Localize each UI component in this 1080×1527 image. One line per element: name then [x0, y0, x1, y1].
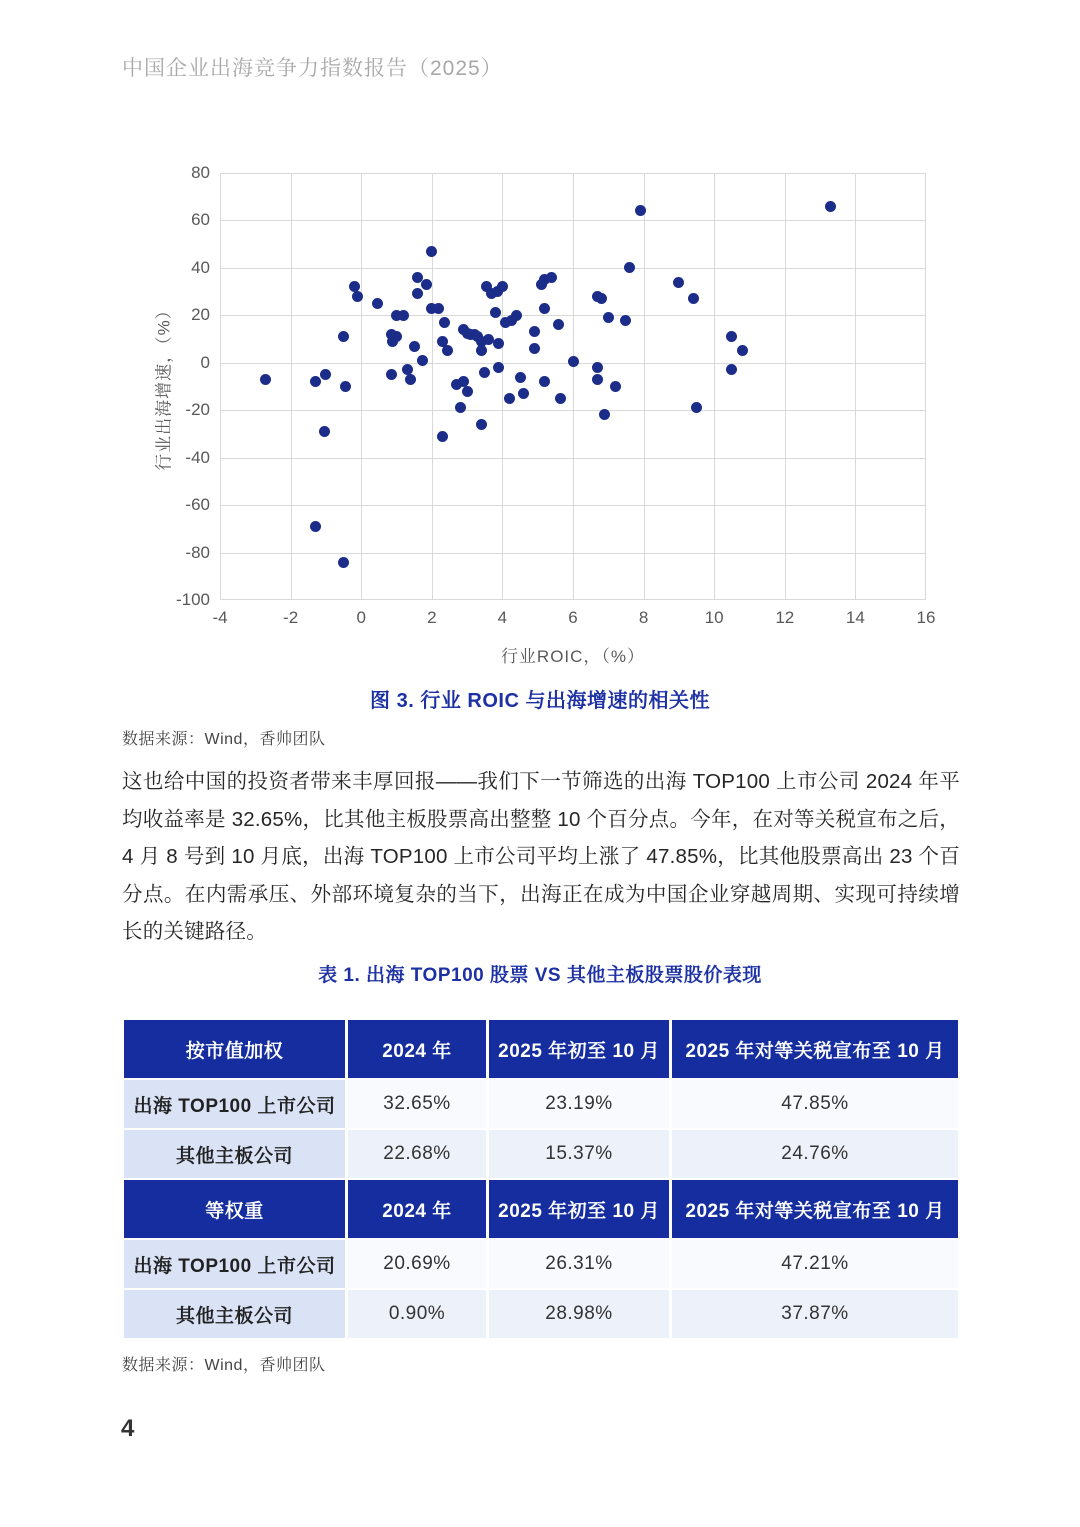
scatter-point	[688, 293, 699, 304]
scatter-point	[483, 334, 494, 345]
scatter-point	[387, 336, 398, 347]
table-header-cell: 按市值加权	[124, 1020, 345, 1078]
table-header-cell: 2024 年	[348, 1180, 486, 1238]
scatter-point	[479, 367, 490, 378]
gridline-vertical	[502, 173, 503, 600]
scatter-point	[635, 205, 646, 216]
table-row	[124, 1290, 958, 1338]
gridline-horizontal	[220, 410, 926, 411]
scatter-point	[490, 307, 501, 318]
table-row-label: 其他主板公司	[124, 1130, 345, 1178]
scatter-point	[405, 374, 416, 385]
gridline-vertical	[291, 173, 292, 600]
gridline-horizontal	[220, 315, 926, 316]
scatter-point	[455, 402, 466, 413]
table-header-cell: 2025 年对等关税宣布至 10 月	[672, 1020, 958, 1078]
gridline-vertical	[644, 173, 645, 600]
scatter-point	[553, 319, 564, 330]
table-cell: 24.76%	[672, 1130, 958, 1178]
gridline-vertical	[361, 173, 362, 600]
gridline-vertical	[573, 173, 574, 600]
performance-table	[124, 1020, 958, 1340]
gridline-vertical	[714, 173, 715, 600]
scatter-point	[529, 326, 540, 337]
table-cell: 37.87%	[672, 1290, 958, 1338]
table-cell: 28.98%	[489, 1290, 669, 1338]
table-cell: 23.19%	[489, 1080, 669, 1128]
y-axis-title: 行业出海增速，（%）	[154, 301, 174, 471]
scatter-point	[691, 402, 702, 413]
scatter-point	[386, 369, 397, 380]
y-tick-label: -60	[185, 495, 210, 515]
scatter-chart	[140, 160, 960, 680]
y-tick-label: -80	[185, 542, 210, 562]
table-header-row	[124, 1180, 958, 1238]
table-row-label: 其他主板公司	[124, 1290, 345, 1338]
document-header-title: 中国企业出海竞争力指数报告（2025）	[122, 57, 503, 80]
table-header-cell: 等权重	[124, 1180, 345, 1238]
table-cell: 32.65%	[348, 1080, 486, 1128]
plot-area	[220, 173, 926, 600]
gridline-vertical	[855, 173, 856, 600]
x-tick-label: 2	[427, 608, 437, 627]
scatter-point	[433, 303, 444, 314]
scatter-point	[476, 345, 487, 356]
scatter-point	[372, 298, 383, 309]
scatter-point	[546, 272, 557, 283]
table-row	[124, 1240, 958, 1288]
x-tick-label: -4	[212, 608, 228, 627]
gridline-vertical	[785, 173, 786, 600]
scatter-point	[599, 409, 610, 420]
scatter-point	[338, 557, 349, 568]
scatter-point	[624, 262, 635, 273]
table-data-source: 数据来源：Wind，香帅团队	[122, 1357, 326, 1374]
table-cell: 47.21%	[672, 1240, 958, 1288]
gridline-horizontal	[220, 458, 926, 459]
scatter-point	[442, 345, 453, 356]
scatter-point	[673, 277, 684, 288]
scatter-point	[320, 369, 331, 380]
scatter-point	[555, 393, 566, 404]
table-header-cell: 2025 年对等关税宣布至 10 月	[672, 1180, 958, 1238]
scatter-point	[462, 386, 473, 397]
table-cell: 15.37%	[489, 1130, 669, 1178]
gridline-horizontal	[220, 505, 926, 506]
scatter-point	[539, 303, 550, 314]
scatter-point	[340, 381, 351, 392]
table-cell: 20.69%	[348, 1240, 486, 1288]
scatter-point	[539, 376, 550, 387]
y-tick-label: 60	[191, 210, 210, 230]
table-cell: 0.90%	[348, 1290, 486, 1338]
scatter-point	[825, 201, 836, 212]
table-header-cell: 2025 年初至 10 月	[489, 1020, 669, 1078]
x-tick-label: 12	[775, 608, 795, 627]
scatter-point	[596, 293, 607, 304]
table-header-cell: 2024 年	[348, 1020, 486, 1078]
x-tick-label: 16	[916, 608, 936, 627]
scatter-point	[726, 364, 737, 375]
scatter-point	[497, 281, 508, 292]
y-tick-label: 20	[191, 305, 210, 325]
scatter-point	[726, 331, 737, 342]
scatter-point	[592, 362, 603, 373]
scatter-point	[610, 381, 621, 392]
scatter-point	[592, 374, 603, 385]
scatter-point	[409, 341, 420, 352]
scatter-point	[398, 310, 409, 321]
y-tick-label: -40	[185, 447, 210, 467]
scatter-point	[518, 388, 529, 399]
scatter-point	[529, 343, 540, 354]
table-header-cell: 2025 年初至 10 月	[489, 1180, 669, 1238]
y-tick-label: 0	[200, 352, 210, 372]
y-tick-label: -100	[175, 590, 210, 609]
scatter-point	[439, 317, 450, 328]
x-tick-label: 10	[704, 608, 724, 627]
scatter-point	[421, 279, 432, 290]
gridline-horizontal	[220, 268, 926, 269]
scatter-point	[310, 376, 321, 387]
page-number: 4	[121, 1415, 135, 1442]
y-tick-label: -20	[185, 400, 210, 420]
gridline-vertical	[220, 173, 221, 600]
scatter-point	[352, 291, 363, 302]
scatter-point	[476, 419, 487, 430]
scatter-point	[603, 312, 614, 323]
scatter-point	[310, 521, 321, 532]
scatter-point	[426, 246, 437, 257]
scatter-point	[412, 288, 423, 299]
scatter-point	[319, 426, 330, 437]
x-tick-label: 8	[638, 608, 649, 627]
table-row	[124, 1130, 958, 1178]
table-cell: 47.85%	[672, 1080, 958, 1128]
gridline-horizontal	[220, 599, 926, 600]
table-row-label: 出海 TOP100 上市公司	[124, 1240, 345, 1288]
table-row	[124, 1080, 958, 1128]
x-tick-label: -2	[283, 608, 299, 627]
scatter-point	[515, 372, 526, 383]
body-paragraph: 这也给中国的投资者带来丰厚回报——我们下一节筛选的出海 TOP100 上市公司 2024 年平均收益率是 32.65%，比其他主板股票高出整整 10 个百分点。今年，在对等关税宣布之后，4 月 8 号到 10 月底，出海 TOP100 上市公司平均上涨了 47.85%，比其他股票高出 23 个百分点。在内需承压、外部环境复杂的当下，出海正在成为中国企业穿越周期、实现可持续增长的关键路径。	[122, 770, 960, 943]
x-tick-label: 6	[568, 608, 578, 627]
y-tick-label: 80	[191, 163, 210, 182]
gridline-vertical	[925, 173, 926, 600]
x-tick-label: 0	[356, 608, 366, 627]
gridline-horizontal	[220, 173, 926, 174]
x-tick-label: 4	[497, 608, 508, 627]
scatter-point	[437, 431, 448, 442]
scatter-point	[568, 356, 579, 367]
table-row-label: 出海 TOP100 上市公司	[124, 1080, 345, 1128]
scatter-point	[338, 331, 349, 342]
scatter-point	[417, 355, 428, 366]
x-tick-label: 14	[845, 608, 865, 627]
x-axis-title: 行业ROIC，（%）	[500, 647, 646, 666]
figure-caption: 图 3. 行业 ROIC 与出海增速的相关性	[370, 690, 710, 712]
scatter-point	[737, 345, 748, 356]
gridline-horizontal	[220, 553, 926, 554]
scatter-point	[504, 393, 515, 404]
table-cell: 22.68%	[348, 1130, 486, 1178]
gridline-horizontal	[220, 220, 926, 221]
chart-data-source: 数据来源：Wind，香帅团队	[122, 731, 326, 748]
y-tick-label: 40	[191, 257, 210, 277]
scatter-point	[620, 315, 631, 326]
table-header-row	[124, 1020, 958, 1078]
scatter-point	[260, 374, 271, 385]
table-cell: 26.31%	[489, 1240, 669, 1288]
scatter-point	[511, 310, 522, 321]
gridline-vertical	[432, 173, 433, 600]
table-caption: 表 1. 出海 TOP100 股票 VS 其他主板股票股价表现	[318, 965, 762, 986]
